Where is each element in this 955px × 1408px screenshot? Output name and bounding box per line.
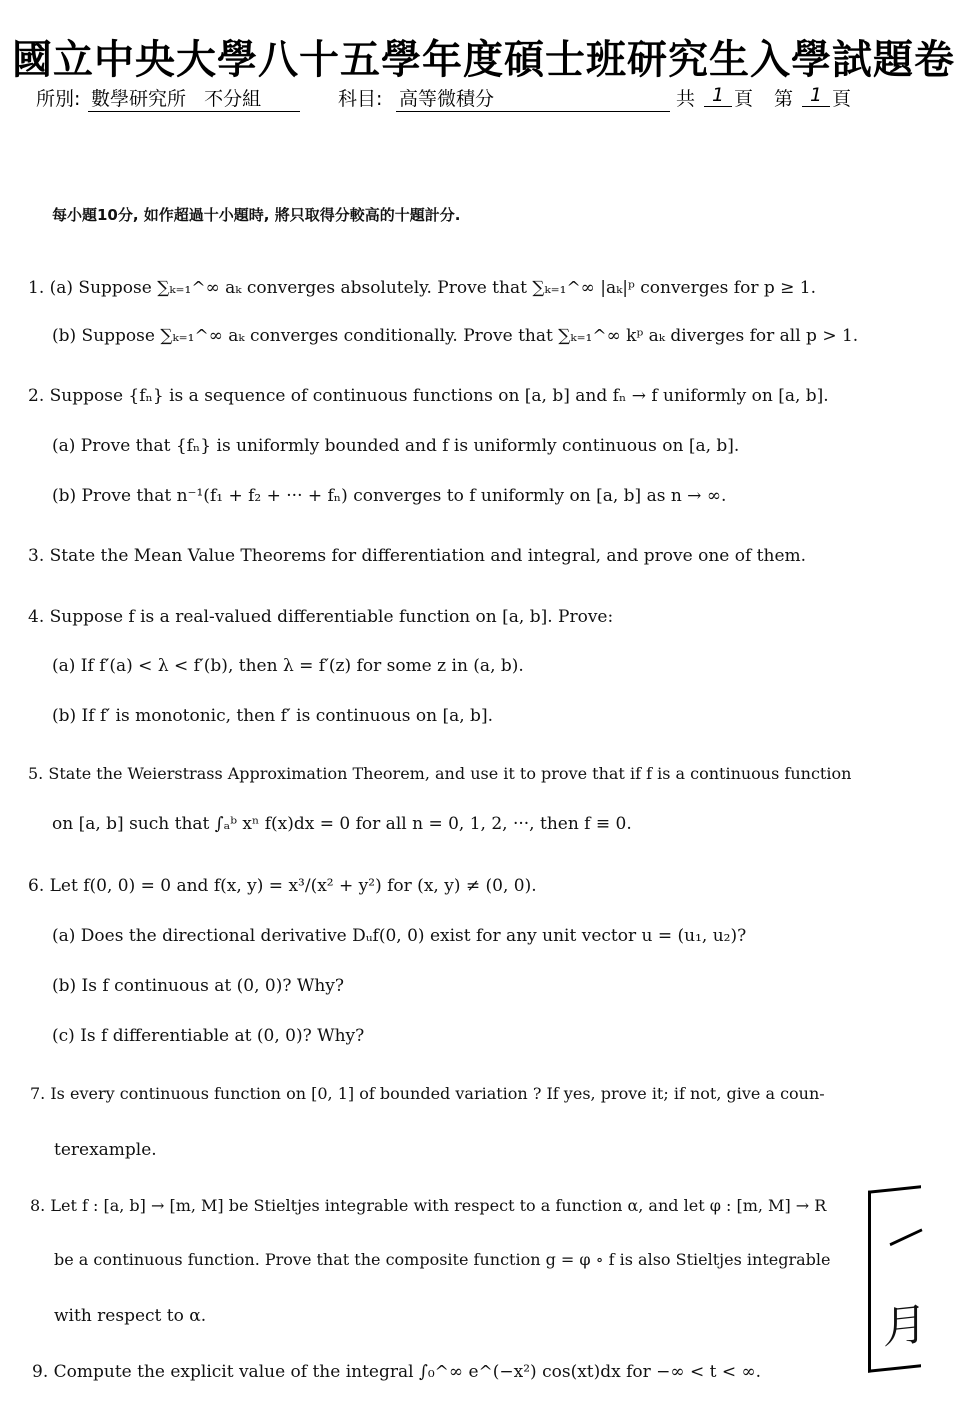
question-8-cont-2: with respect to α.	[54, 1306, 207, 1326]
question-4b: (b) If f′ is monotonic, then f′ is continuous on [a, b].	[52, 706, 493, 726]
question-2a: (a) Prove that {fₙ} is uniformly bounded and f is uniformly continuous on [a, b].	[52, 436, 740, 456]
question-5-cont: on [a, b] such that ∫ₐᵇ xⁿ f(x)dx = 0 for all n = 0, 1, 2, ···, then f ≡ 0.	[52, 814, 632, 834]
question-1b: (b) Suppose ∑ₖ₌₁^∞ aₖ converges conditionally. Prove that ∑ₖ₌₁^∞ kᵖ aₖ diverges for all p > 1.	[52, 326, 859, 346]
subject-label: 科目:	[338, 88, 383, 110]
question-2: 2. Suppose {fₙ} is a sequence of continuous functions on [a, b] and fₙ → f uniformly on [a, b].	[28, 386, 829, 406]
question-1a: 1. (a) Suppose ∑ₖ₌₁^∞ aₖ converges absolutely. Prove that ∑ₖ₌₁^∞ |aₖ|ᵖ converges for p ≥ 1.	[28, 278, 817, 298]
exam-title: 國立中央大學八十五學年度碩士班研究生入學試題卷	[12, 36, 955, 83]
question-6a: (a) Does the directional derivative Dᵤf(0, 0) exist for any unit vector u = (u₁, u₂)?	[52, 926, 747, 946]
question-7: 7. Is every continuous function on [0, 1] of bounded variation ? If yes, prove it; if not, give a coun-	[30, 1084, 825, 1103]
dept-label: 所別:	[36, 88, 81, 110]
subject-value: 高等微積分	[396, 84, 670, 112]
question-8-cont-1: be a continuous function. Prove that the composite function g = φ ∘ f is also Stieltjes integrable	[54, 1250, 831, 1269]
dept-value: 數學研究所 不分組	[88, 84, 300, 112]
page-prefix: 第	[774, 88, 794, 110]
question-3: 3. State the Mean Value Theorems for differentiation and integral, and prove one of them.	[28, 546, 807, 566]
total-prefix: 共	[676, 88, 696, 110]
total-pages: 1	[704, 84, 732, 107]
question-6: 6. Let f(0, 0) = 0 and f(x, y) = x³/(x² + y²) for (x, y) ≠ (0, 0).	[28, 876, 537, 896]
question-6c: (c) Is f differentiable at (0, 0)? Why?	[52, 1026, 365, 1046]
page-word-1: 頁	[734, 88, 754, 110]
question-6b: (b) Is f continuous at (0, 0)? Why?	[52, 976, 345, 996]
page-word-2: 頁	[832, 88, 852, 110]
instruction: 每小題10分, 如作超過十小題時, 將只取得分較高的十題計分.	[52, 206, 461, 224]
question-4: 4. Suppose f is a real-valued differentiable function on [a, b]. Prove:	[28, 607, 614, 627]
official-stamp: 月	[868, 1185, 921, 1373]
question-5: 5. State the Weierstrass Approximation Theorem, and use it to prove that if f is a continuous function	[28, 764, 852, 783]
question-9: 9. Compute the explicit value of the integral ∫₀^∞ e^(−x²) cos(xt)dx for −∞ < t < ∞.	[32, 1362, 762, 1382]
question-8: 8. Let f : [a, b] → [m, M] be Stieltjes integrable with respect to a function α, and let φ : [m, M] → R	[30, 1196, 827, 1215]
page-number: 1	[802, 84, 830, 107]
question-4a: (a) If f′(a) < λ < f′(b), then λ = f′(z) for some z in (a, b).	[52, 656, 524, 676]
question-7-cont: terexample.	[54, 1140, 157, 1160]
question-2b: (b) Prove that n⁻¹(f₁ + f₂ + ··· + fₙ) converges to f uniformly on [a, b] as n → ∞.	[52, 486, 727, 506]
